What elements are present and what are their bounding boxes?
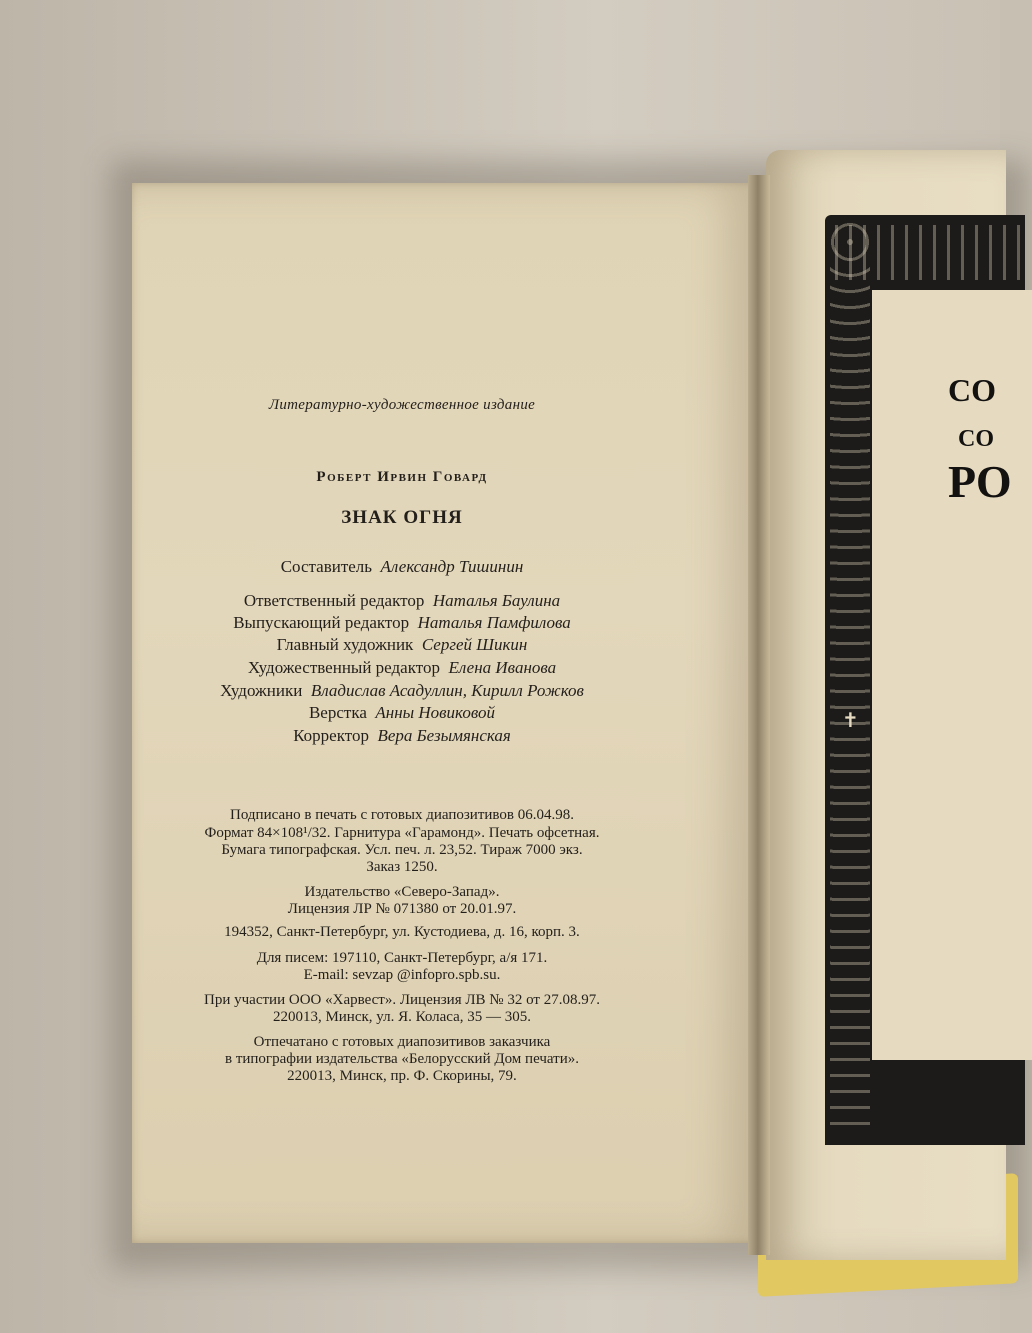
credit-line: Художественный редактор Елена Иванова (247, 658, 557, 677)
credit-line: Составитель Александр Тишинин (280, 557, 524, 576)
imprint-line: Заказ 1250. (366, 859, 438, 875)
imprint-line: Формат 84×108¹/32. Гарнитура «Гарамонд». Печать офсетная. (204, 825, 600, 841)
imprint-line: Лицензия ЛР № 071380 от 20.01.97. (287, 901, 517, 917)
frame-ornament-top (835, 225, 1025, 280)
credit-line: Верстка Анны Новиковой (308, 703, 496, 722)
edition-type: Литературно-художественное издание (268, 397, 536, 413)
credit-line: Главный художник Сергей Шикин (276, 635, 528, 654)
right-page-text-2: СО (958, 426, 994, 452)
cross-ornament-icon: ✝ (842, 710, 859, 732)
credit-line: Выпускающий редактор Наталья Памфилова (233, 613, 571, 632)
credit-line: Ответственный редактор Наталья Баулина (243, 591, 561, 610)
imprint-line: Подписано в печать с готовых диапозитивов 06.04.98. (230, 807, 574, 823)
book-gutter (748, 175, 770, 1255)
credit-line: Художники Владислав Асадуллин, Кирилл Рожков (220, 681, 584, 700)
imprint-line: Издательство «Северо-Запад». (304, 884, 500, 900)
credit-line: Корректор Вера Безымянская (293, 726, 511, 745)
book-title: ЗНАК ОГНЯ (341, 507, 463, 528)
imprint-line: 220013, Минск, пр. Ф. Скорины, 79. (287, 1068, 517, 1084)
imprint-line: Бумага типографская. Усл. печ. л. 23,52. Тираж 7000 экз. (221, 842, 583, 858)
author-name: Роберт Ирвин Говард (316, 469, 488, 485)
imprint-line: Отпечатано с готовых диапозитивов заказчика (253, 1034, 551, 1050)
right-page-text-3: РО (948, 456, 1012, 507)
imprint-line: Для писем: 197110, Санкт-Петербург, а/я 171. (256, 950, 548, 966)
imprint-line: 194352, Санкт-Петербург, ул. Кустодиева, д. 16, корп. 3. (224, 924, 580, 940)
imprint-line: E-mail: sevzap @infopro.spb.su. (303, 967, 501, 983)
frame-ornament-left (830, 222, 870, 1137)
right-page-text-1: СО (948, 372, 996, 408)
imprint-line: 220013, Минск, ул. Я. Коласа, 35 — 305. (272, 1009, 532, 1025)
imprint-line: в типографии издательства «Белорусский Дом печати». (224, 1051, 580, 1067)
imprint-line: При участии ООО «Харвест». Лицензия ЛВ № 32 от 27.08.97. (204, 992, 600, 1008)
